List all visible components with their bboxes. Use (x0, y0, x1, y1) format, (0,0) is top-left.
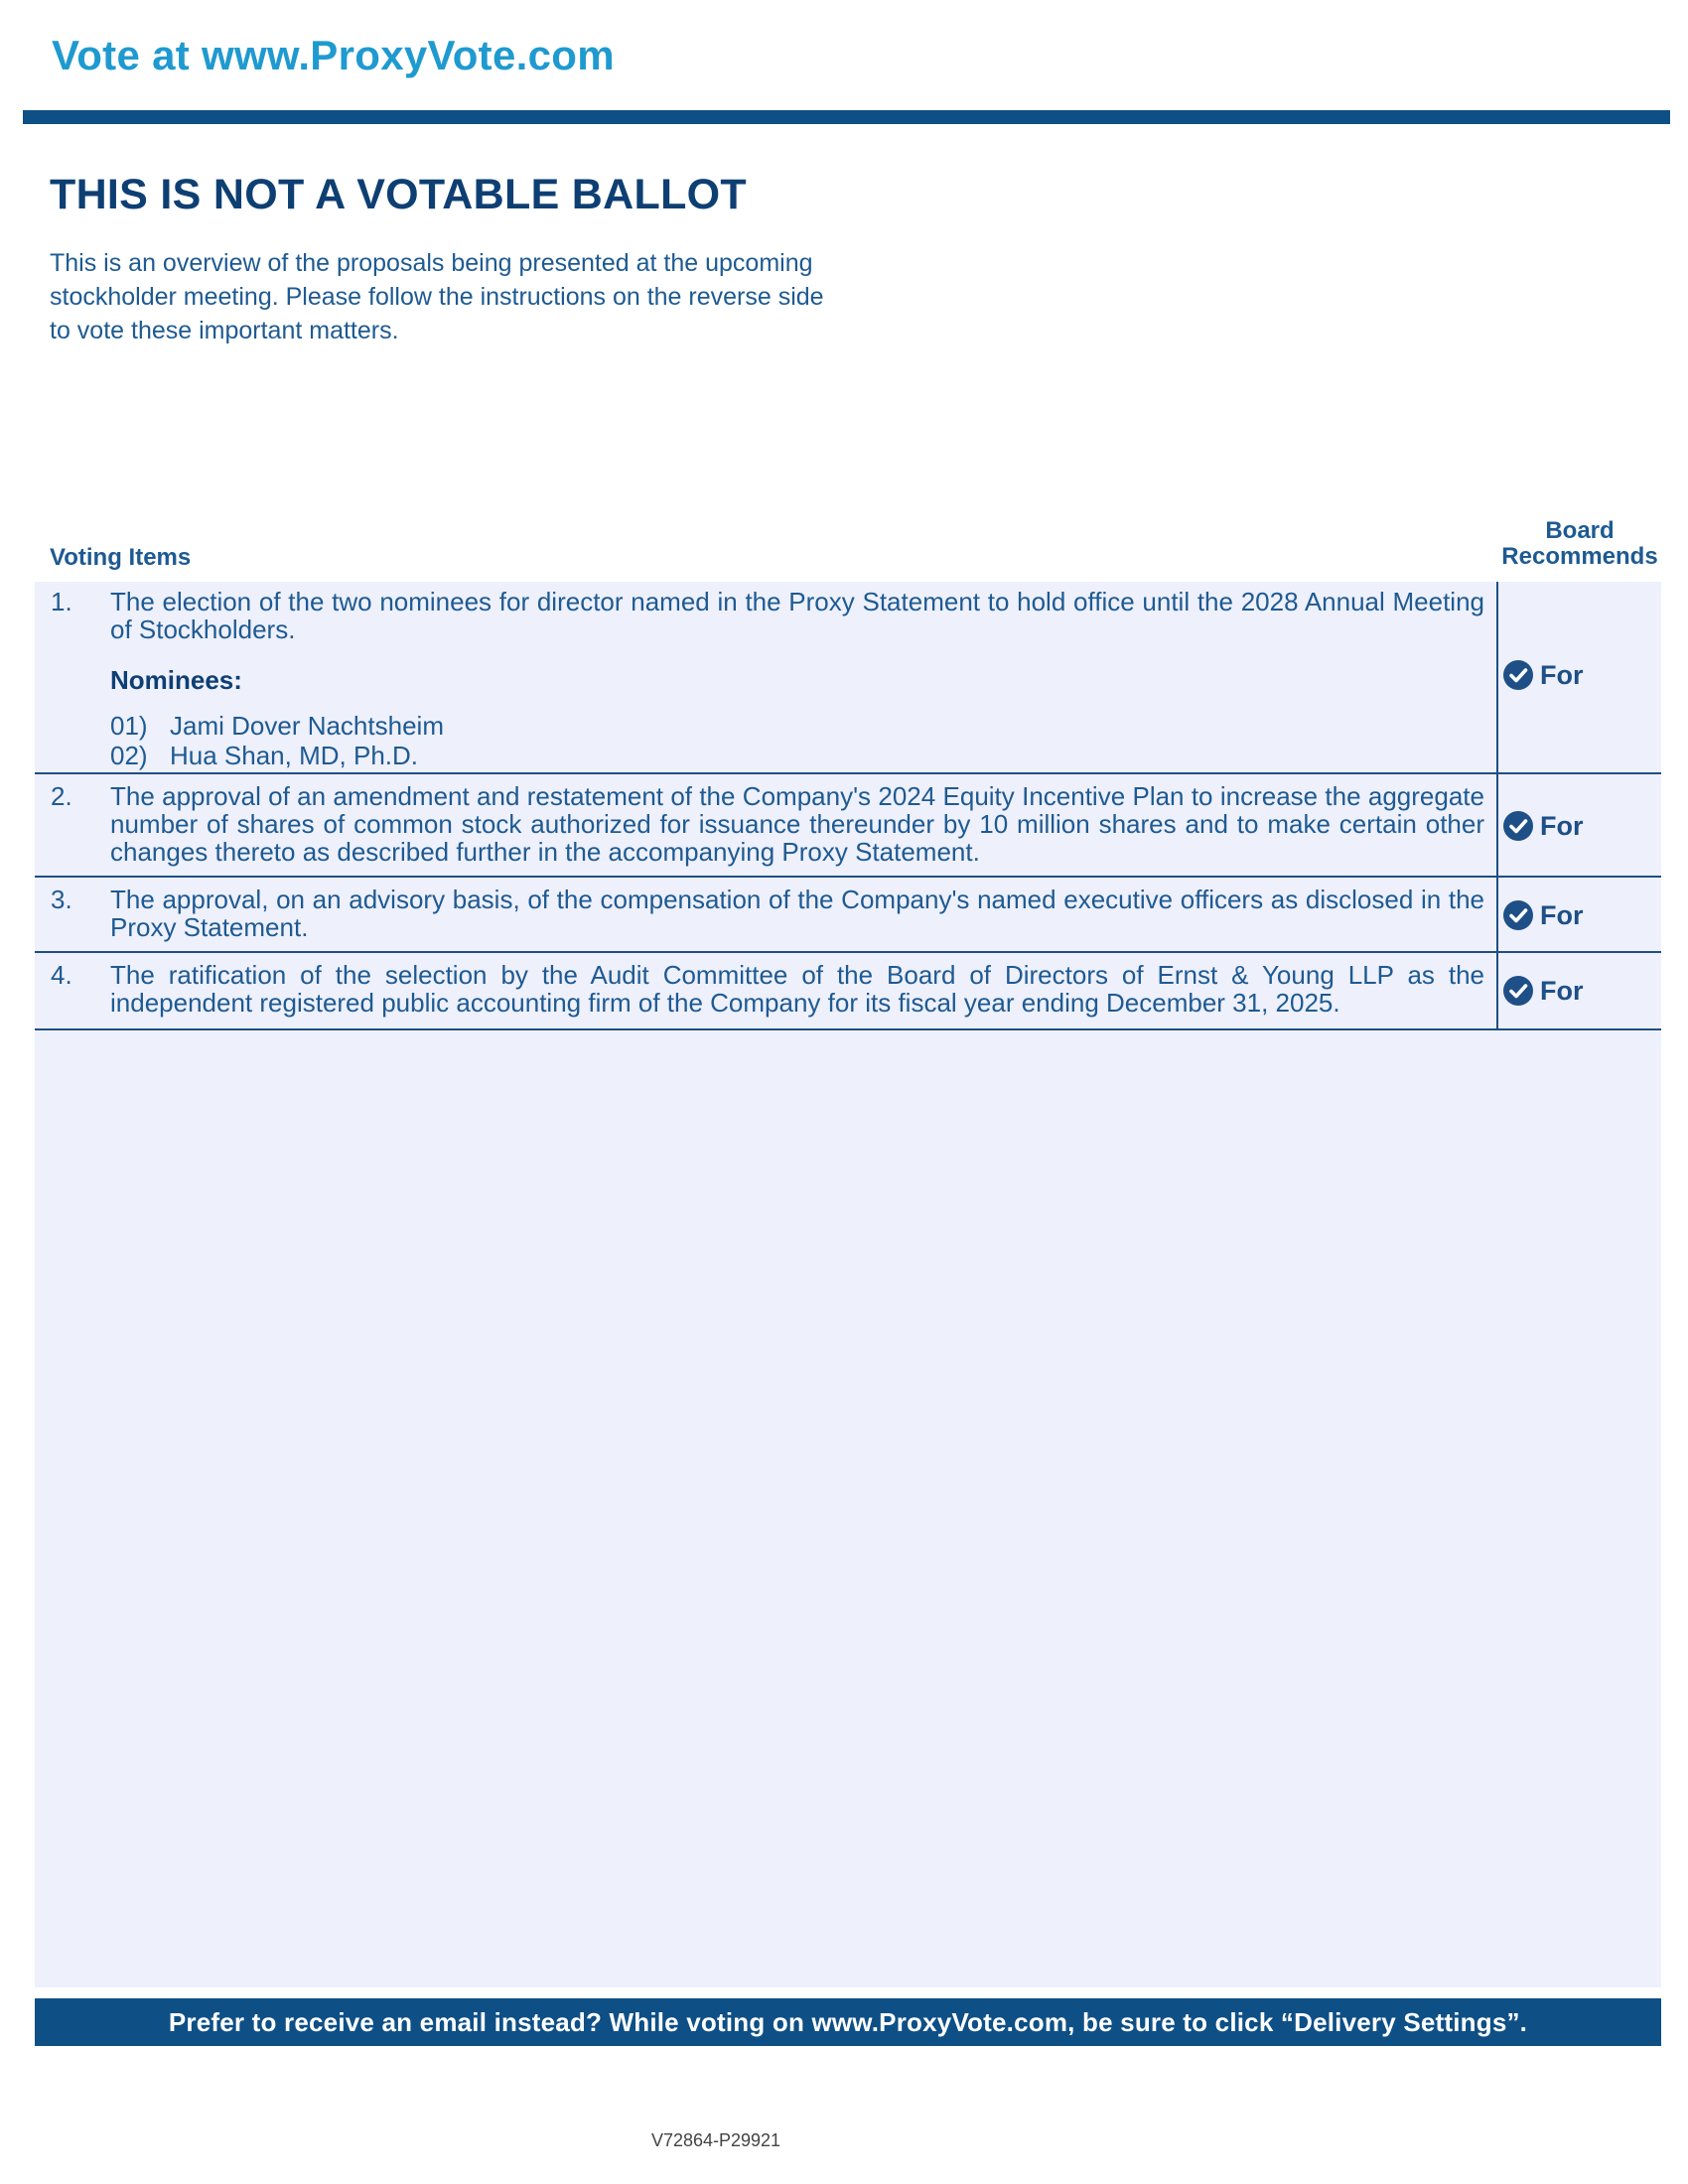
recommendation-item-4 (1502, 975, 1584, 1007)
nominee-name: Hua Shan, MD, Ph.D. (170, 741, 418, 770)
item-number: 1. (51, 587, 72, 616)
proxyvote-header-link[interactable]: Vote at www.ProxyVote.com (52, 32, 615, 78)
recommendation-item-3 (1502, 899, 1584, 931)
document-code: V72864-P29921 (650, 2130, 781, 2150)
delivery-settings-banner (35, 1998, 1661, 2046)
nominees-label: Nominees: (110, 665, 242, 695)
board-recommends-header (1489, 518, 1670, 570)
column-divider (1496, 582, 1498, 1030)
item-number: 2. (51, 781, 72, 811)
item-number: 3. (51, 885, 72, 914)
check-circle-icon (1502, 810, 1534, 842)
delivery-settings-text: Prefer to receive an email instead? While voting on www.ProxyVote.com, be sure to click “Delivery Settings”. (168, 2006, 1528, 2037)
recommendation-label: For (1540, 659, 1584, 690)
voting-items-header: Voting Items (50, 544, 192, 571)
item-text: The approval, on an advisory basis, of the compensation of the Company's named executive officers as disclosed in the Proxy Statement. (110, 885, 1484, 942)
recommendation-label: For (1540, 975, 1584, 1006)
nominee-number: 02) (110, 741, 148, 770)
row-divider (35, 772, 1661, 774)
intro-paragraph: This is an overview of the proposals being presented at the upcoming stockholder meeting. Please follow the instructions on the reverse side to vote these important matters. (50, 249, 824, 344)
header-rule (23, 110, 1670, 124)
recommendation-label: For (1540, 899, 1584, 930)
recommendation-item-2 (1502, 810, 1584, 842)
item-text: The ratification of the selection by the Audit Committee of the Board of Directors of Ernst & Young LLP as the independent registered public accounting firm of the Company for its fiscal year ending December 31, 2025. (110, 960, 1484, 1018)
check-circle-icon (1502, 659, 1534, 691)
item-text: The election of the two nominees for director named in the Proxy Statement to hold office until the 2028 Annual Meeting of Stockholders. (110, 587, 1484, 644)
check-circle-icon (1502, 899, 1534, 931)
row-divider (35, 876, 1661, 878)
recommendation-label: For (1540, 810, 1584, 841)
recommendation-item-1 (1502, 659, 1584, 691)
board-recommends-line1: Board (1545, 517, 1615, 544)
nominee-name: Jami Dover Nachtsheim (170, 711, 444, 741)
row-divider (35, 951, 1661, 953)
item-number: 4. (51, 960, 72, 990)
check-circle-icon (1502, 975, 1534, 1007)
page-title: THIS IS NOT A VOTABLE BALLOT (50, 171, 747, 218)
item-text: The approval of an amendment and restatement of the Company's 2024 Equity Incentive Plan to increase the aggregate number of shares of common stock authorized for issuance thereunder by 10 million shares and to make certain other changes thereto as described further in the accompanying Proxy Statement. (110, 781, 1484, 867)
board-recommends-line2: Recommends (1501, 543, 1658, 570)
nominee-number: 01) (110, 711, 148, 741)
row-divider (35, 1028, 1661, 1030)
